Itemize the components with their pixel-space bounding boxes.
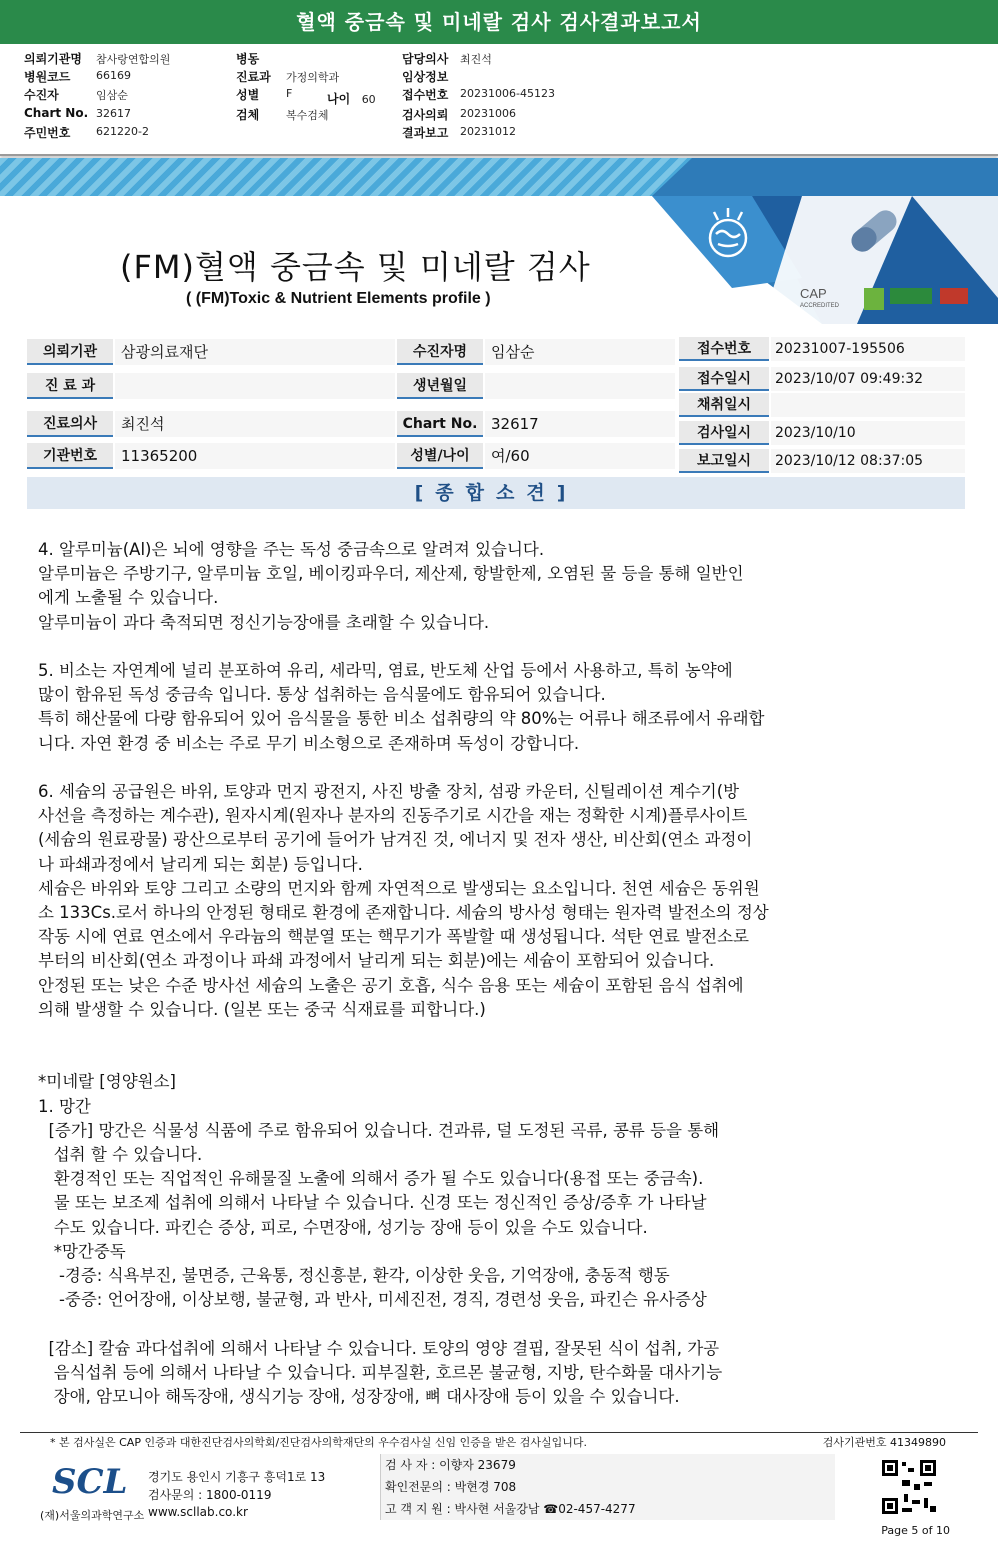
specialist-line: 확인전문의 : 박현경 708 xyxy=(385,1480,517,1494)
summary-title: [종합소견] xyxy=(27,477,965,509)
header-c3-label: 접수번호 xyxy=(402,88,449,102)
receipt-field-label: 보고일시 xyxy=(679,449,769,473)
header-c1-value: 참사랑연합의원 xyxy=(96,53,171,66)
header-c1-label: 주민번호 xyxy=(24,126,71,140)
receipt-field-label: 채취일시 xyxy=(679,393,769,417)
report-top-title: 혈액 중금속 및 미네랄 검사 검사결과보고서 xyxy=(0,0,998,44)
lab-website: www.scllab.co.kr xyxy=(148,1505,248,1519)
age-value: 60 xyxy=(361,93,376,106)
patient-field-label: 진 료 과 xyxy=(27,373,113,399)
receipt-field-value: 2023/10/07 09:49:32 xyxy=(771,367,965,391)
certification-logo-2 xyxy=(890,288,932,304)
patient-field-value: 최진석 xyxy=(115,411,395,437)
receipt-field-value xyxy=(771,393,965,417)
cap-text: CAP xyxy=(800,286,827,301)
header-c3-label: 담당의사 xyxy=(402,52,449,66)
patient-field-label: Chart No. xyxy=(397,411,483,437)
header-c1-label: 수진자 xyxy=(24,88,59,102)
report-title: (FM)혈액 중금속 및 미네랄 검사 xyxy=(120,248,591,286)
report-header xyxy=(0,44,998,156)
patient-field-value xyxy=(115,373,395,399)
header-c2-value: 복수검체 xyxy=(286,109,329,122)
header-c1-value: 32617 xyxy=(96,107,131,120)
header-c3-value: 20231006 xyxy=(460,107,516,120)
patient-field-label: 진료의사 xyxy=(27,411,113,437)
header-c3-label: 결과보고 xyxy=(402,126,449,140)
header-c3-value: 20231006-45123 xyxy=(460,87,555,100)
header-c3-value: 20231012 xyxy=(460,125,516,138)
patient-field-value xyxy=(485,373,675,399)
receipt-field-value: 20231007-195506 xyxy=(771,337,965,361)
patient-field-value: 32617 xyxy=(485,411,675,437)
header-c2-label: 진료과 xyxy=(236,70,271,84)
patient-field-value: 임삼순 xyxy=(485,339,675,365)
certification-logo-3 xyxy=(940,288,968,304)
header-c1-label: 의뢰기관명 xyxy=(24,52,82,66)
lab-registration-number: 검사기관번호 41349890 xyxy=(822,1436,946,1449)
scl-logo: SCL xyxy=(52,1462,128,1502)
header-graphic xyxy=(652,158,998,324)
qr-code-icon xyxy=(880,1458,938,1516)
patient-field-value: 11365200 xyxy=(115,443,395,469)
customer-support-line: 고 객 지 원 : 박사현 서울강남 ☎02-457-4277 xyxy=(385,1502,636,1516)
header-c3-value: 최진석 xyxy=(460,53,492,66)
header-c1-label: 병원코드 xyxy=(24,70,71,84)
cap-accredited-text: ACCREDITED xyxy=(800,303,840,309)
examiner-line: 검 사 자 : 이향자 23679 xyxy=(385,1458,516,1472)
summary-body-text: 4. 알루미늄(Al)은 뇌에 영향을 주는 독성 중금속으로 알려져 있습니다. 알루미늄은 주방기구, 알루미늄 호일, 베이킹파우더, 제산제, 항발한제, 오염된 물 등을 통해 일반인 에게 노출될 수 있습니다. 알루미늄이 과다 축적되면 정신기능장애를 초래할 수 있습니다. 5. 비소는 자연계에 널리 분포하여 유리, 세라믹, 염료, 반도체 산업 등에서 사용하고, 특히 농약에 많이 함유된 독성 중금속 입니다. 통상 섭취하는 음식물에도 함유되어 있습니다. 특히 해산물에 다량 함유되어 있어 음식물을 통한 비소 섭취량의 약 80%는 어류나 해조류에서 유래합 니다. 자연 환경 중 비소는 주로 무기 비소형으로 존재하며 독성이 강합니다. 6. 세슘의 공급원은 바위, 토양과 먼지 광전지, 사진 방출 장치, 섬광 카운터, 신틸레이션 계수기(방 사선을 측정하는 계수관), 원자시계(원자나 분자의 진동주기로 시간을 재는 정확한 시계)플루사이트 (세슘의 원료광물) 광산으로부터 공기에 들어가 남겨진 것, 에너지 및 전자 생산, 비산회(연소 과정이 나 파쇄과정에서 날리게 되는 회분) 등입니다. 세슘은 바위와 토양 그리고 소량의 먼지와 함께 자연적으로 발생되는 요소입니다. 천연 세슘은 동위원 소 133Cs.로서 하나의 안정된 형태로 환경에 존재합니다. 세슘의 방사성 형태는 원자력 발전소의 정상 작동 시에 연료 연소에서 우라늄의 핵분열 또는 핵무기가 폭발할 때 생성됩니다. 석탄 연료 발전소로 부터의 비산회(연소 과정이나 파쇄 과정에서 날리게 되는 회분)에는 세슘이 포함되어 있습니다. 안정된 또는 낮은 수준 방사선 세슘의 노출은 공기 호흡, 식수 음용 또는 세슘이 포함된 음식 섭취에 의해 발생할 수 있습니다. (일본 또는 중국 식재료를 피합니다.) *미네랄 [영양원소] 1. 망간 [증가] 망간은 식물성 식품에 주로 함유되어 있습니다. 견과류, 덜 도정된 곡류, 콩류 등을 통해 섭취 할 수 있습니다. 환경적인 또는 직업적인 유해물질 노출에 의해서 증가 될 수도 있습니다(용접 또는 중금속). 물 또는 보조제 섭취에 의해서 나타날 수 있습니다. 신경 또는 정신적인 증상/증후 가 나타날 수도 있습니다. 파킨슨 증상, 피로, 수면장애, 성기능 장애 등이 있을 수도 있습니다. *망간중독 -경증: 식욕부진, 불면증, 근육통, 정신흥분, 환각, 이상한 웃음, 기억장애, 충동적 행동 -중증: 언어장애, 이상보행, 불균형, 과 반사, 미세진전, 경직, 경련성 웃음, 파킨슨 유사증상 [감소] 칼슘 과다섭취에 의해서 나타날 수 있습니다. 토양의 영양 결핍, 잘못된 식이 섭취, 가공 음식섭취 등에 의해서 나타날 수 있습니다. 피부질환, 호르몬 불균형, 지방, 탄수화물 대사기능 장애, 암모니아 해독장애, 생식기능 장애, 성장장애, 뼈 대사장애 등이 있을 수 있습니다. xyxy=(38,540,769,1407)
header-c3-label: 검사의뢰 xyxy=(402,108,449,122)
patient-field-label: 수진자명 xyxy=(397,339,483,365)
footer-divider xyxy=(20,1432,978,1433)
staff-box xyxy=(380,1454,835,1520)
header-c2-label: 검체 xyxy=(236,108,260,122)
receipt-field-label: 접수번호 xyxy=(679,337,769,361)
lab-address: 경기도 용인시 기흥구 흥덕1로 13 검사문의 : 1800-0119 xyxy=(148,1470,326,1502)
certification-logo-1 xyxy=(864,288,884,310)
receipt-field-label: 검사일시 xyxy=(679,421,769,445)
header-c1-value: 임삼순 xyxy=(96,89,128,102)
header-c2-value: 가정의학과 xyxy=(286,71,340,84)
patient-field-label: 성별/나이 xyxy=(397,443,483,469)
patient-field-label: 생년월일 xyxy=(397,373,483,399)
header-c1-label: Chart No. xyxy=(24,106,89,120)
header-c1-value: 621220-2 xyxy=(96,125,149,138)
patient-field-label: 의뢰기관 xyxy=(27,339,113,365)
receipt-field-value: 2023/10/10 xyxy=(771,421,965,445)
header-c3-label: 임상정보 xyxy=(402,70,449,84)
institute-name: (재)서울의과학연구소 xyxy=(40,1509,145,1522)
receipt-field-label: 접수일시 xyxy=(679,367,769,391)
header-c2-label: 병동 xyxy=(236,52,260,66)
patient-field-label: 기관번호 xyxy=(27,443,113,469)
accreditation-note: * 본 검사실은 CAP 인증과 대한진단검사의학회/진단검사의학재단의 우수검사실 신임 인증을 받은 검사실입니다. xyxy=(50,1436,588,1449)
header-c2-label: 성별 xyxy=(236,88,260,102)
patient-field-value: 삼광의료재단 xyxy=(115,339,395,365)
receipt-field-value: 2023/10/12 08:37:05 xyxy=(771,449,965,473)
report-subtitle: ( (FM)Toxic & Nutrient Elements profile ) xyxy=(186,290,491,307)
page-number: Page 5 of 10 xyxy=(881,1524,950,1537)
age-label: 나이 xyxy=(327,92,351,106)
header-c1-value: 66169 xyxy=(96,69,131,82)
patient-field-value: 여/60 xyxy=(485,443,675,469)
header-c2-value: F xyxy=(286,87,293,100)
